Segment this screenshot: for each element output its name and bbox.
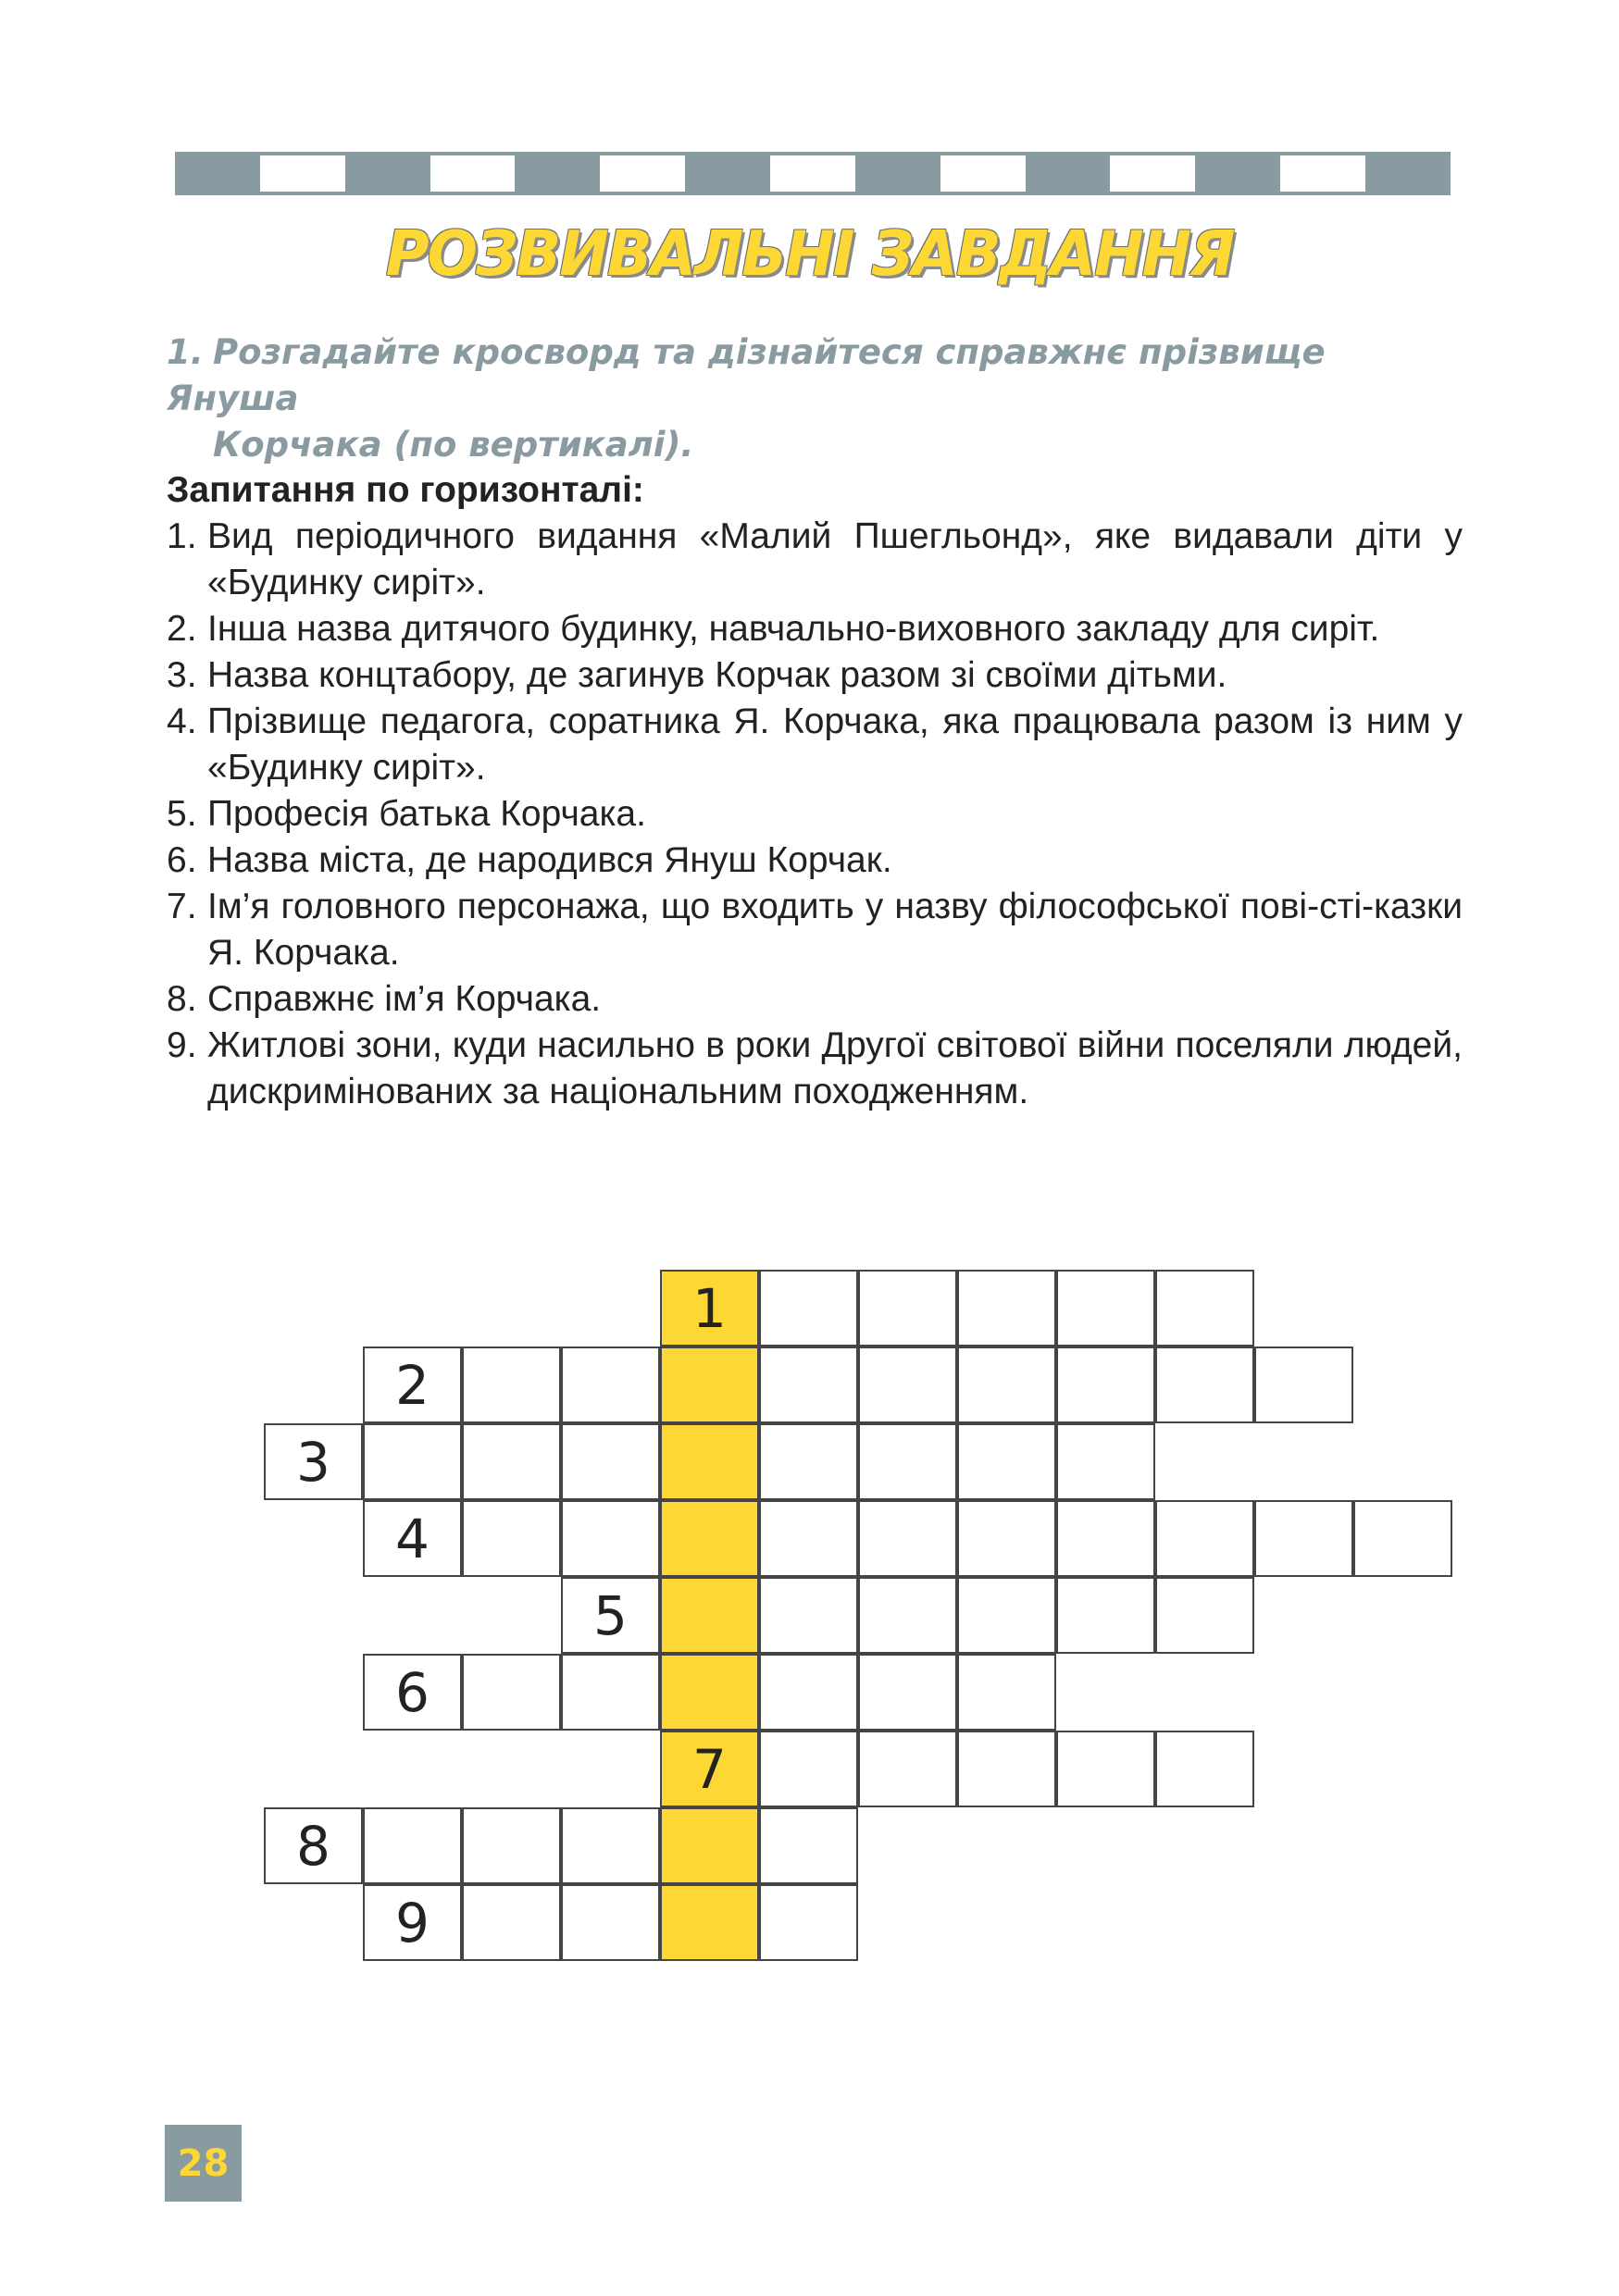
stripe-segment [260,152,345,195]
crossword-cell[interactable] [759,1423,858,1500]
stripe-segment [1110,152,1195,195]
crossword-cell[interactable] [759,1654,858,1731]
crossword-cell[interactable] [858,1654,957,1731]
question-text: Справжнє ім’я Корчака. [207,979,602,1019]
crossword-cell[interactable] [759,1884,858,1961]
crossword-cell[interactable] [858,1270,957,1347]
question-number: 2. [167,609,197,649]
page-number-box [165,2125,242,2202]
stripe-segment [940,152,1026,195]
crossword-cell[interactable] [1155,1731,1254,1807]
crossword-cell[interactable] [1155,1500,1254,1577]
question-item [167,838,1463,884]
crossword-key-cell[interactable] [660,1423,759,1500]
stripe-segment [345,152,430,195]
stripe-segment [430,152,516,195]
crossword-cell[interactable] [561,1500,660,1577]
crossword-cell[interactable] [561,1654,660,1731]
question-number: 8. [167,979,197,1019]
crossword-cell[interactable] [759,1270,858,1347]
crossword-cell[interactable] [759,1731,858,1807]
stripe-segment [600,152,685,195]
crossword-key-cell[interactable] [660,1884,759,1961]
crossword-cell[interactable] [462,1807,561,1884]
question-number: 1. [167,516,197,556]
questions-list [167,467,1463,1115]
question-item [167,652,1463,699]
crossword-key-cell[interactable] [660,1654,759,1731]
crossword-cell[interactable] [1155,1347,1254,1423]
crossword-cell[interactable] [1254,1347,1353,1423]
crossword-cell[interactable] [957,1347,1056,1423]
task-text-line1: Розгадайте кросворд та дізнайтеся справжнє прізвище Януша [167,332,1326,418]
stripe-segment [515,152,600,195]
crossword-cell[interactable] [363,1423,462,1500]
crossword-cell[interactable] [462,1500,561,1577]
crossword-number-cell[interactable]: 3 [264,1423,363,1500]
crossword-cell[interactable] [1056,1423,1155,1500]
crossword-cell[interactable] [1056,1577,1155,1654]
task-number: 1. [167,332,204,372]
stripe-segment [1280,152,1365,195]
task-instruction [167,329,1463,468]
crossword-number-cell[interactable]: 1 [660,1270,759,1347]
question-text: Професія батька Корчака. [207,794,646,834]
question-number: 9. [167,1025,197,1065]
question-item [167,514,1463,606]
question-number: 5. [167,794,197,834]
stripe-segment [1026,152,1111,195]
crossword-cell[interactable] [1056,1731,1155,1807]
question-item [167,791,1463,838]
crossword-cell[interactable] [957,1423,1056,1500]
crossword-cell[interactable] [462,1654,561,1731]
question-item [167,699,1463,791]
crossword-cell[interactable] [1155,1270,1254,1347]
question-item [167,1023,1463,1115]
crossword-number-cell[interactable]: 7 [660,1731,759,1807]
crossword-cell[interactable] [462,1884,561,1961]
crossword-cell[interactable] [1056,1347,1155,1423]
crossword-key-cell[interactable] [660,1577,759,1654]
question-item [167,976,1463,1023]
crossword-cell[interactable] [561,1347,660,1423]
question-item [167,606,1463,652]
crossword-cell[interactable] [957,1577,1056,1654]
question-text: Прізвище педагога, соратника Я. Корчака, яка працювала разом із ним у «Будинку сиріт». [207,701,1463,788]
crossword-number-cell[interactable]: 4 [363,1500,462,1577]
question-number: 7. [167,887,197,926]
crossword-cell[interactable] [1254,1500,1353,1577]
crossword-number-cell[interactable]: 5 [561,1577,660,1654]
stripe-segment [685,152,770,195]
question-text: Вид періодичного видання «Малий Пшегльонд», яке видавали діти у «Будинку сиріт». [207,516,1463,602]
question-text: Назва концтабору, де загинув Корчак разом зі своїми дітьми. [207,655,1227,695]
stripe-segment [1365,152,1451,195]
crossword-key-cell[interactable] [660,1500,759,1577]
crossword-cell[interactable] [561,1884,660,1961]
crossword-cell[interactable] [561,1807,660,1884]
question-number: 4. [167,701,197,741]
section-title: РОЗВИВАЛЬНІ ЗАВДАННЯ [385,218,1234,291]
stripe-segment [855,152,940,195]
question-number: 3. [167,655,197,695]
crossword-number-cell[interactable]: 9 [363,1884,462,1961]
crossword-cell[interactable] [858,1423,957,1500]
task-text-line2: Корчака (по вертикалі). [213,425,694,465]
crossword-number-cell[interactable]: 2 [363,1347,462,1423]
crossword-cell[interactable] [957,1500,1056,1577]
question-text: Назва міста, де народився Януш Корчак. [207,840,892,880]
question-text: Житлові зони, куди насильно в роки Другої світової війни поселяли людей, дискримінованих за національним походженням. [207,1025,1463,1111]
crossword-cell[interactable] [363,1807,462,1884]
crossword-cell[interactable] [561,1423,660,1500]
crossword-cell[interactable] [858,1347,957,1423]
crossword-cell[interactable] [462,1347,561,1423]
crossword-cell[interactable] [759,1577,858,1654]
crossword-cell[interactable] [1353,1500,1452,1577]
crossword-cell[interactable] [957,1654,1056,1731]
crossword-cell[interactable] [759,1500,858,1577]
crossword-cell[interactable] [1155,1577,1254,1654]
question-text: Інша назва дитячого будинку, навчально-виховного закладу для сиріт. [207,609,1380,649]
questions-heading: Запитання по горизонталі: [167,470,644,510]
stripe-segment [770,152,855,195]
crossword-cell[interactable] [1056,1500,1155,1577]
crossword-cell[interactable] [957,1270,1056,1347]
crossword-cell[interactable] [759,1807,858,1884]
crossword-key-cell[interactable] [660,1807,759,1884]
page-number: 28 [177,2141,230,2185]
crossword-cell[interactable] [858,1577,957,1654]
question-item [167,884,1463,976]
crossword-number-cell[interactable]: 8 [264,1807,363,1884]
stripe-segment [175,152,260,195]
crossword-key-cell[interactable] [660,1347,759,1423]
crossword-cell[interactable] [759,1347,858,1423]
crossword-cell[interactable] [462,1423,561,1500]
crossword-number-cell[interactable]: 6 [363,1654,462,1731]
question-number: 6. [167,840,197,880]
crossword-cell[interactable] [957,1731,1056,1807]
header-stripe [175,152,1451,195]
stripe-segment [1195,152,1280,195]
crossword-cell[interactable] [858,1500,957,1577]
question-text: Ім’я головного персонажа, що входить у назву філософської пові-сті-казки Я. Корчака. [207,887,1463,973]
crossword-cell[interactable] [858,1731,957,1807]
crossword-cell[interactable] [1056,1270,1155,1347]
